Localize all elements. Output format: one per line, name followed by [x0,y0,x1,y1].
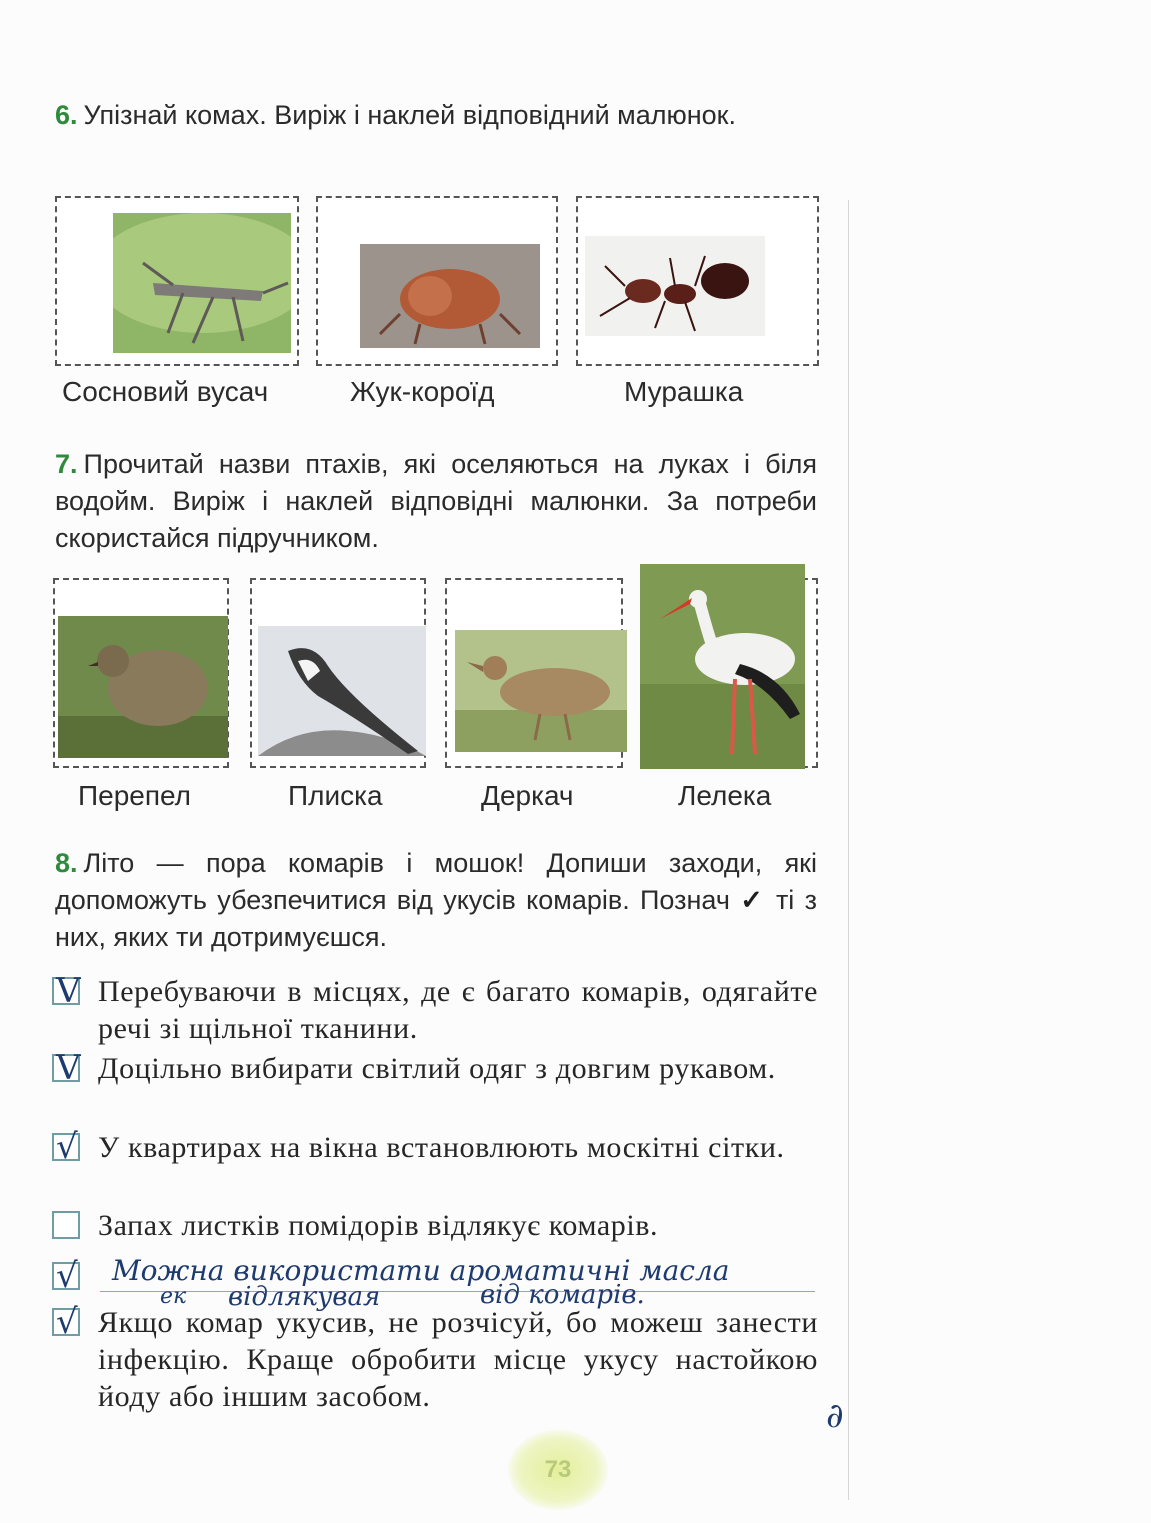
task-text-before: Літо — пора комарів і мошок! Допиши заходи, які допоможуть убезпечитися від укусів комарів. Познач [55,848,817,915]
caption-wagtail: Плиска [288,780,383,811]
item-text: Перебуваючи в місцях, де є багато комарів, одягайте речі зі щільної тканини. [98,975,818,1045]
item-text: У квартирах на вікна встановлюють москітні сітки. [98,1131,785,1164]
task-6 [55,97,817,134]
handwritten-answer-fragment: ек [160,1284,187,1309]
task-number: 7. [55,449,78,479]
caption-ant: Мурашка [624,376,744,407]
tick-mark: V [56,971,81,1011]
handwritten-answer-line-1: Можна використати ароматичні масла [112,1254,730,1287]
handwritten-answer-line-2: відлякувая [228,1282,381,1312]
tick-mark: V [56,1048,81,1088]
photo-wagtail [258,626,426,756]
task-text: Прочитай назви птахів, які оселяються на луках і біля водойм. Виріж і наклей відповідні малюнки. За потреби скористайся підручником. [55,449,817,553]
tick-mark: √ [56,1127,78,1167]
checklist-item-4 [52,1207,822,1247]
photo-corncrake [455,630,627,752]
task-number: 6. [55,100,78,130]
item-text: Доцільно вибирати світлий одяг з довгим рукавом. [98,1052,776,1085]
tick-mark: √ [56,1256,78,1296]
checklist-item-3 [52,1129,822,1205]
writing-line-1 [100,1291,815,1292]
handwritten-answer-line-2-end: від комарів. [480,1280,645,1310]
checklist-item-6 [52,1304,822,1418]
task-text-after: ті з них, яких ти дотримуєшся. [55,885,817,952]
photo-bark-beetle [360,244,540,348]
photo-ant [585,236,765,336]
margin-mark: ∂ [826,1396,844,1436]
caption-quail: Перепел [78,780,191,811]
item-text: Якщо комар укусив, не розчісуй, бо можеш занести інфекцію. Краще обробити місце укусу настойкою йоду або іншим засобом. [98,1306,818,1413]
task-8 [55,845,817,956]
checklist-item-2 [52,1050,822,1126]
photo-pine-sawyer [113,213,291,353]
page-edge-line [848,200,849,1500]
checklist-item-1 [52,973,822,1049]
task-number: 8. [55,848,78,878]
tick-mark: √ [56,1302,78,1342]
checkbox[interactable] [52,1127,80,1167]
caption-stork: Лелека [678,780,772,811]
checkbox[interactable] [52,971,81,1011]
item-text: Запах листків помідорів відлякує комарів. [98,1209,659,1242]
task-text: Упізнай комах. Виріж і наклей відповідний малюнок. [83,100,736,130]
caption-bark-beetle: Жук-короїд [350,376,495,407]
task-7 [55,446,817,557]
caption-pine-sawyer: Сосновий вусач [62,376,269,407]
page-number: 73 [508,1430,608,1510]
photo-quail [58,616,228,758]
checkbox[interactable] [52,1256,80,1296]
photo-stork [640,564,805,769]
caption-corncrake: Деркач [481,780,574,811]
checkbox[interactable] [52,1048,81,1088]
checkbox[interactable] [52,1302,80,1342]
checkbox[interactable] [52,1211,80,1239]
check-symbol: ✓ [740,885,766,915]
